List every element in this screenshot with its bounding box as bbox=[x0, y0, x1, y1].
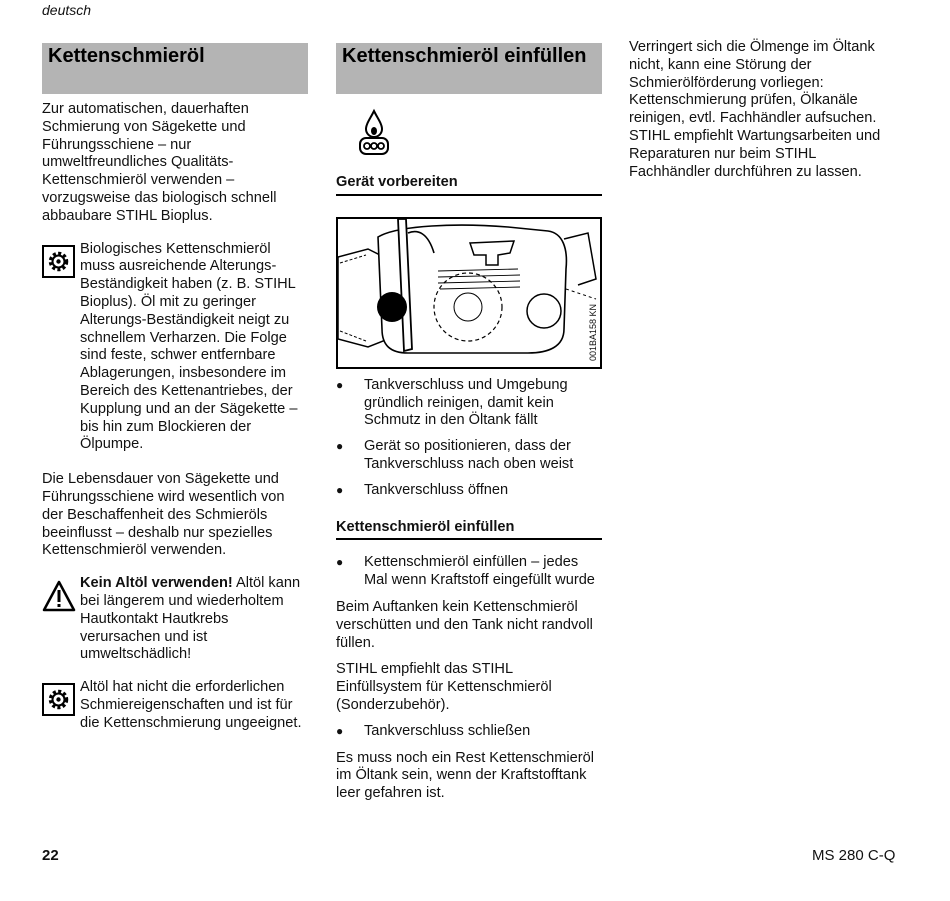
fill-system-paragraph: STIHL empfiehlt das STIHL Einfüllsystem für Kettenschmieröl (Sonderzubehör). bbox=[336, 661, 552, 713]
gear-note-icon bbox=[42, 683, 76, 717]
model-name: MS 280 C-Q bbox=[812, 847, 896, 864]
prepare-steps-list bbox=[336, 377, 602, 500]
list-item: ● Tankverschluss und Umgebung gründlich reinigen, damit kein Schmutz in den Öltank fällt bbox=[336, 377, 602, 430]
fill-steps-list bbox=[336, 554, 602, 590]
intro-paragraph: Zur automatischen, dauerhaften Schmierung von Sägekette und Führungsschiene – nur umweltfreundliches Qualitäts-Kettenschmieröl verwenden – vorzugsweise das biologisch schnell abbaubare STIHL Bioplus. bbox=[42, 101, 277, 224]
column-fill-chain-oil bbox=[336, 43, 602, 803]
list-item: ● Tankverschluss öffnen bbox=[336, 482, 602, 500]
oil-amount-paragraph: Verringert sich die Ölmenge im Öltank nicht, kann eine Störung der Schmierölförderung vorliegen: Kettenschmierung prüfen, Ölkanäle reinigen, evtl. Fachhändler aufsuchen. STIHL empfiehlt Wartungsarbeiten und Reparaturen nur beim STIHL Fachhändler durchführen zu lassen. bbox=[629, 39, 881, 180]
close-step-list bbox=[336, 723, 602, 741]
note-used-oil-properties-text: Altöl hat nicht die erforderlichen Schmiereigenschaften und ist für die Kettenschmierung ungeeignet. bbox=[80, 679, 302, 731]
subhead-prepare-device: Gerät vorbereiten bbox=[336, 174, 602, 196]
list-item: ● Kettenschmieröl einfüllen – jedes Mal wenn Kraftstoff eingefüllt wurde bbox=[336, 554, 602, 590]
chainsaw-drawing bbox=[338, 219, 600, 367]
warning-used-oil bbox=[42, 575, 308, 664]
language-label: deutsch bbox=[42, 2, 92, 18]
section-title-chain-oil: Kettenschmieröl bbox=[42, 43, 308, 94]
subhead-fill-chain-oil: Kettenschmieröl einfüllen bbox=[336, 519, 602, 541]
chainsaw-illustration bbox=[336, 217, 602, 369]
warning-used-oil-text bbox=[80, 575, 308, 664]
warning-triangle-icon bbox=[42, 579, 76, 613]
figure-code: 001BA158 KN bbox=[588, 303, 598, 361]
lifetime-paragraph: Die Lebensdauer von Sägekette und Führungsschiene wird wesentlich von der Beschaffenheit des Schmieröls beeinflusst – deshalb nur spezielles Kettenschmieröl verwenden. bbox=[42, 471, 285, 559]
list-item: ● Gerät so positionieren, dass der Tankverschluss nach oben weist bbox=[336, 438, 602, 474]
warning-rest-text: Altöl kann bei längerem und wiederholtem Hautkontakt Hautkrebs verursachen und ist umweltschädlich! bbox=[80, 575, 301, 663]
section-title-fill-chain-oil: Kettenschmieröl einfüllen bbox=[336, 43, 602, 94]
note-used-oil-properties bbox=[42, 679, 308, 732]
warning-bold-text: Kein Altöl verwenden! bbox=[80, 575, 233, 592]
column-chain-oil bbox=[42, 43, 308, 733]
oil-drop-chain-icon bbox=[356, 108, 396, 160]
note-biological-oil bbox=[42, 241, 308, 455]
note-biological-oil-text: Biologisches Kettenschmieröl muss ausreichende Alterungs-Beständigkeit haben (z. B. STIHL Bioplus). Öl mit zu geringer Alterungs-Beständigkeit neigt zu schnellem Verharzen. Die Folge sind feste, schwer entfernbare Ablagerungen, insbesondere im Bereich des Kettenantriebes, der Kupplung und an der Sägekette – bis hin zum Blockieren der Ölpumpe. bbox=[80, 240, 298, 453]
column-oil-amount bbox=[629, 39, 899, 181]
remaining-oil-paragraph: Es muss noch ein Rest Kettenschmieröl im Öltank sein, wenn der Kraftstofftank leer gefahren ist. bbox=[336, 749, 594, 802]
page-number: 22 bbox=[42, 847, 59, 864]
gear-note-icon bbox=[42, 245, 76, 279]
refuel-paragraph: Beim Auftanken kein Kettenschmieröl verschütten und den Tank nicht randvoll füllen. bbox=[336, 598, 593, 651]
list-item: ● Tankverschluss schließen bbox=[336, 723, 602, 741]
